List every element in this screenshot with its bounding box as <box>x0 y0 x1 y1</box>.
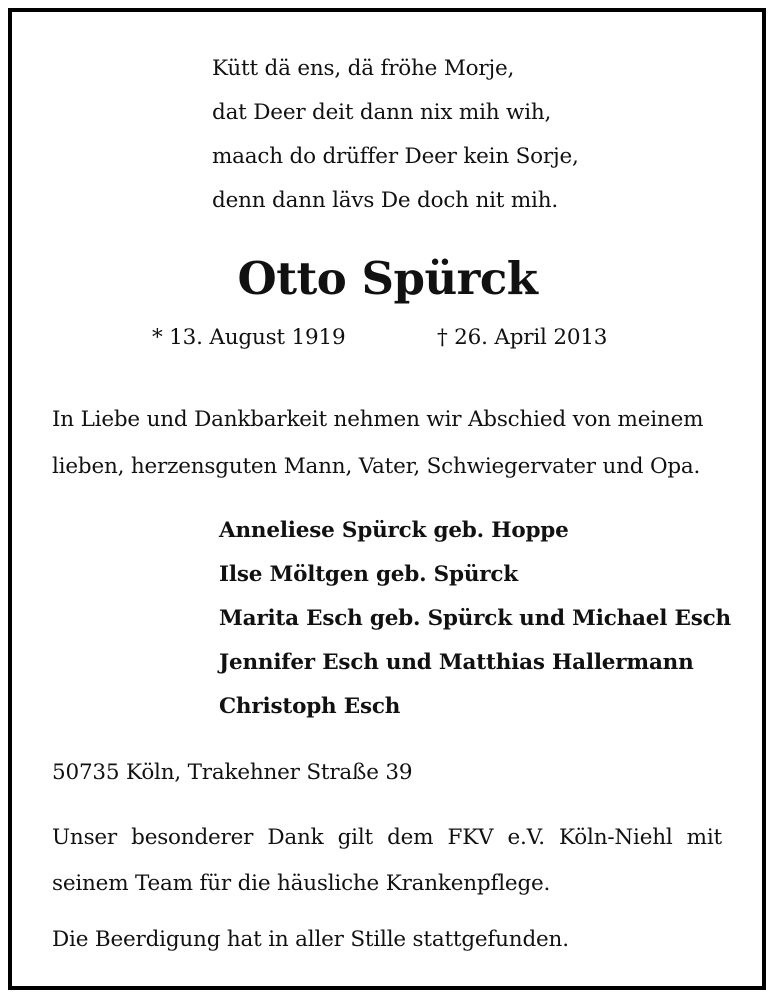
poem-line: maach do drüffer Deer kein Sorje, <box>212 144 579 169</box>
death-date: † 26. April 2013 <box>437 325 608 350</box>
mourner-name: Marita Esch geb. Spürck und Michael Esch <box>219 606 731 631</box>
farewell-line: In Liebe und Dankbarkeit nehmen wir Abschied von meinem <box>52 407 704 432</box>
funeral-note: Die Beerdigung hat in aller Stille stattgefunden. <box>52 927 569 952</box>
farewell-line: lieben, herzensguten Mann, Vater, Schwiegervater und Opa. <box>52 454 701 479</box>
acknowledgement-line: Unser besonderer Dank gilt dem FKV e.V. Köln-Niehl mit <box>52 825 722 850</box>
poem-line: dat Deer deit dann nix mih wih, <box>212 100 552 125</box>
poem-line: denn dann lävs De doch nit mih. <box>212 188 558 213</box>
mourners-list <box>219 509 731 729</box>
birth-date: * 13. August 1919 <box>152 325 346 350</box>
mourner-name: Ilse Möltgen geb. Spürck <box>219 562 518 587</box>
mourner-name: Anneliese Spürck geb. Hoppe <box>219 518 569 543</box>
farewell-text <box>52 396 703 490</box>
mourner-name: Jennifer Esch und Matthias Hallermann <box>219 650 694 675</box>
family-address: 50735 Köln, Trakehner Straße 39 <box>52 760 413 785</box>
memorial-poem <box>212 47 579 223</box>
acknowledgement-line: seinem Team für die häusliche Krankenpflege. <box>52 871 551 896</box>
deceased-name: Otto Spürck <box>237 252 538 305</box>
mourner-name: Christoph Esch <box>219 694 401 719</box>
acknowledgement-text <box>52 815 722 907</box>
poem-line: Kütt dä ens, dä fröhe Morje, <box>212 56 515 81</box>
